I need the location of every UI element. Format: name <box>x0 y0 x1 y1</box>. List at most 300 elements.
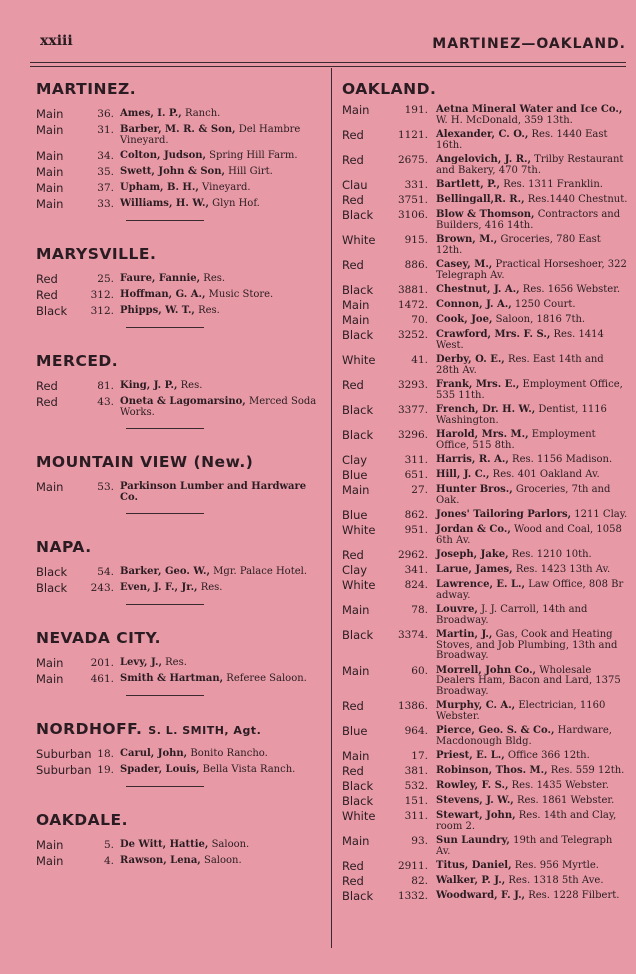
exchange-name: White <box>342 523 376 537</box>
exchange-name: Red <box>342 258 364 272</box>
header-rule-double <box>30 66 626 67</box>
exchange-name: Red <box>342 128 364 142</box>
listing-name: Morrell, John Co., <box>436 664 537 676</box>
listing-detail: Saloon. <box>208 839 250 850</box>
listing-name: Stewart, John, <box>436 810 516 821</box>
listing-entry <box>342 750 628 762</box>
exchange-name: Black <box>342 283 374 297</box>
exchange-name: Black <box>342 889 374 903</box>
listing-name: King, J. P., <box>120 380 178 391</box>
listing-text <box>120 748 326 760</box>
exchange-name: Main <box>36 149 64 163</box>
listing-text <box>436 524 628 546</box>
listing-name: Angelovich, J. R., <box>436 154 531 165</box>
phone-number: 824. <box>404 579 428 591</box>
listing-text <box>120 566 326 578</box>
listing-detail: Wholesale Dealers Ham, Bacon and Lard, 1375 Broadway. <box>436 664 621 697</box>
listing-detail: Res. 1156 Madison. <box>508 454 613 465</box>
exchange-name: Main <box>342 603 370 617</box>
town-section <box>36 811 326 867</box>
exchange-name: Red <box>36 379 58 393</box>
listing-name: French, Dr. H. W., <box>436 404 536 415</box>
town-name: MARTINEZ. <box>36 80 137 98</box>
exchange-name: Main <box>36 181 64 195</box>
listing-text <box>436 795 628 807</box>
listing-text <box>120 150 326 162</box>
listing-detail: Res. 1656 Webster. <box>519 284 621 295</box>
listing-detail: Mgr. Palace Hotel. <box>210 566 308 577</box>
listing-entry <box>36 150 326 162</box>
listing-detail: Hardware, Macdonough Bldg. <box>436 725 612 747</box>
listing-text <box>120 855 326 867</box>
exchange-name: Black <box>342 428 374 442</box>
phone-number: 27. <box>411 484 428 496</box>
exchange-name: Black <box>36 581 68 595</box>
listing-detail: Saloon. <box>200 855 242 866</box>
listing-detail: Wood and Coal, 1058 6th Av. <box>436 524 622 546</box>
listing-detail: Dentist, 1116 Washington. <box>436 404 607 426</box>
listing-name: Swett, John & Son, <box>120 166 225 177</box>
exchange-name: Main <box>36 672 64 686</box>
listing-text <box>436 564 628 576</box>
listing-detail: Res. <box>161 657 187 668</box>
listing-name: Crawford, Mrs. F. S., <box>436 329 551 340</box>
town-section <box>36 245 326 317</box>
listing-entry <box>36 380 326 392</box>
listing-detail: Law Office, 808 Br adway. <box>436 579 624 601</box>
listing-entry <box>36 273 326 285</box>
listing-name: Smith & Hartman, <box>120 673 224 684</box>
listing-name: Rawson, Lena, <box>120 855 201 866</box>
phone-number: 2911. <box>397 860 428 872</box>
listing-entry <box>36 657 326 669</box>
listing-detail: Res. 401 Oakland Av. <box>489 469 600 480</box>
town-section <box>36 720 326 776</box>
listing-text <box>436 194 628 206</box>
phone-number: 3751. <box>397 194 428 206</box>
listing-entry <box>342 860 628 872</box>
town-heading <box>36 245 326 263</box>
listing-name: Priest, E. L., <box>436 750 505 761</box>
listing-entry <box>342 484 628 506</box>
listing-entry <box>36 182 326 194</box>
phone-number: 3377. <box>397 404 428 416</box>
listing-name: Murphy, C. A., <box>436 700 516 711</box>
listing-entry <box>36 108 326 120</box>
exchange-name: Main <box>342 483 370 497</box>
exchange-name: Clay <box>342 563 368 577</box>
exchange-name: Red <box>342 859 364 873</box>
phone-number: 3106. <box>397 209 428 221</box>
listing-entry <box>342 835 628 857</box>
listing-detail: Trilby Restaurant and Bakery, 470 7th. <box>436 154 624 176</box>
listing-name: Woodward, F. J., <box>436 890 526 901</box>
listing-detail: Res. 1311 Franklin. <box>500 179 603 190</box>
phone-number: 78. <box>411 604 428 616</box>
listing-entry <box>342 234 628 256</box>
listing-entry <box>342 579 628 601</box>
listing-entry <box>342 875 628 887</box>
listing-name: Barker, Geo. W., <box>120 566 210 577</box>
listing-detail: Res. 1318 5th Ave. <box>505 875 604 886</box>
listing-entry <box>342 524 628 546</box>
listing-text <box>436 509 628 521</box>
phone-number: 151. <box>404 795 428 807</box>
listing-entry <box>342 810 628 832</box>
listing-detail: Hill Girt. <box>224 166 273 177</box>
listing-name: Jordan & Co., <box>436 524 511 535</box>
listing-name: Alexander, C. O., <box>436 129 529 140</box>
listing-entry <box>342 725 628 747</box>
listing-name: Jones' Tailoring Parlors, <box>436 509 572 520</box>
phone-number: 311. <box>404 810 428 822</box>
phone-number: 2962. <box>397 549 428 561</box>
town-section <box>36 538 326 594</box>
listing-text <box>436 104 628 126</box>
listing-name: Larue, James, <box>436 564 513 575</box>
listing-detail: Music Store. <box>205 289 274 300</box>
phone-number: 3293. <box>397 379 428 391</box>
listing-text <box>436 549 628 561</box>
phone-number: 331. <box>404 179 428 191</box>
section-separator <box>126 786 204 787</box>
listing-name: De Witt, Hattie, <box>120 839 209 850</box>
phone-number: 41. <box>411 354 428 366</box>
exchange-name: Blue <box>342 468 368 482</box>
listing-detail: 1211 Clay. <box>571 509 628 520</box>
listing-detail: Bella Vista Ranch. <box>199 764 296 775</box>
exchange-name: Main <box>36 838 64 852</box>
exchange-name: Red <box>342 764 364 778</box>
listing-entry <box>36 566 326 578</box>
listing-text <box>436 835 628 857</box>
listing-entry <box>36 198 326 210</box>
town-name: MERCED. <box>36 352 119 370</box>
listing-text <box>436 860 628 872</box>
exchange-name: Black <box>342 794 374 808</box>
listing-name: Hunter Bros., <box>436 484 513 495</box>
listing-text <box>436 329 628 351</box>
exchange-name: Black <box>36 565 68 579</box>
exchange-name: Suburban <box>36 747 92 761</box>
listing-text <box>436 890 628 902</box>
listing-name: Lawrence, E. L., <box>436 579 526 590</box>
listing-entry <box>342 795 628 807</box>
phone-number: 915. <box>404 234 428 246</box>
exchange-name: Main <box>36 165 64 179</box>
exchange-name: Black <box>342 779 374 793</box>
listing-name: Carul, John, <box>120 748 188 759</box>
phone-number: 886. <box>404 259 428 271</box>
phone-number: 82. <box>411 875 428 887</box>
listing-entry <box>342 129 628 151</box>
listing-name: Sun Laundry, <box>436 835 510 846</box>
phone-number: 1472. <box>397 299 428 311</box>
phone-number: 53. <box>97 481 114 493</box>
listing-entry <box>342 314 628 326</box>
phone-number: 33. <box>97 198 114 210</box>
listing-name: Pierce, Geo. S. & Co., <box>436 725 555 736</box>
listing-name: Colton, Judson, <box>120 150 206 161</box>
exchange-name: Main <box>36 107 64 121</box>
listing-detail: Res. 1435 Webster. <box>508 780 609 791</box>
listing-text <box>436 780 628 792</box>
listing-detail: Del Hambre Vineyard. <box>120 124 301 146</box>
listing-text <box>436 810 628 832</box>
exchange-name: Main <box>36 197 64 211</box>
header-rule <box>30 62 626 63</box>
listing-name: Spader, Louis, <box>120 764 200 775</box>
phone-number: 19. <box>97 764 114 776</box>
listing-name: Joseph, Jake, <box>436 549 509 560</box>
town-heading <box>36 352 326 370</box>
town-heading <box>36 811 326 829</box>
town-name: NEVADA CITY. <box>36 629 162 647</box>
right-column <box>342 80 628 905</box>
exchange-name: Main <box>36 123 64 137</box>
listing-text <box>436 154 628 176</box>
town-heading <box>36 629 326 647</box>
phone-number: 70. <box>411 314 428 326</box>
listing-name: Aetna Mineral Water and Ice Co., <box>436 104 623 115</box>
exchange-name: Red <box>342 193 364 207</box>
town-heading <box>36 720 326 738</box>
listing-detail: Spring Hill Farm. <box>206 150 298 161</box>
listing-entry <box>342 354 628 376</box>
phone-number: 312. <box>90 305 114 317</box>
listing-name: Martin, J., <box>436 629 493 640</box>
column-divider <box>331 68 332 948</box>
section-separator <box>126 513 204 514</box>
listing-text <box>436 209 628 231</box>
listing-entry <box>342 469 628 481</box>
listing-text <box>120 764 326 776</box>
listing-detail: Vineyard. <box>198 182 251 193</box>
phone-number: 1121. <box>397 129 428 141</box>
listing-text <box>120 481 326 503</box>
phone-number: 36. <box>97 108 114 120</box>
listing-name: Rowley, F. S., <box>436 780 509 791</box>
listing-text <box>436 454 628 466</box>
phone-number: 34. <box>97 150 114 162</box>
listing-detail: Res.1440 Chestnut. <box>524 194 628 205</box>
listing-entry <box>36 166 326 178</box>
listing-name: Louvre, <box>436 604 478 615</box>
listing-name: Harold, Mrs. M., <box>436 429 529 440</box>
exchange-name: White <box>342 353 376 367</box>
listing-detail: Res. 559 12th. <box>547 765 625 776</box>
listing-name: Even, J. F., Jr., <box>120 582 198 593</box>
listing-text <box>436 700 628 722</box>
listing-entry <box>342 454 628 466</box>
listing-text <box>120 673 326 685</box>
listing-text <box>436 750 628 762</box>
listing-detail: J. J. Carroll, 14th and Broadway. <box>436 604 588 626</box>
phone-number: 243. <box>90 582 114 594</box>
listing-text <box>120 582 326 594</box>
listing-detail: 19th and Telegraph Av. <box>436 835 613 857</box>
phone-number: 31. <box>97 124 114 136</box>
exchange-name: Clau <box>342 178 368 192</box>
listing-detail: Res. <box>200 273 226 284</box>
listing-entry <box>36 289 326 301</box>
town-name: OAKLAND. <box>342 80 437 98</box>
listing-name: Williams, H. W., <box>120 198 209 209</box>
exchange-name: White <box>342 809 376 823</box>
listing-text <box>436 875 628 887</box>
listing-text <box>436 314 628 326</box>
listing-name: Chestnut, J. A., <box>436 284 520 295</box>
phone-number: 3296. <box>397 429 428 441</box>
phone-number: 532. <box>404 780 428 792</box>
listing-detail: W. H. McDonald, 359 13th. <box>436 114 573 126</box>
phone-number: 54. <box>97 566 114 578</box>
listing-text <box>120 657 326 669</box>
phone-number: 93. <box>411 835 428 847</box>
listing-detail: Contractors and Builders, 416 14th. <box>436 209 621 231</box>
listing-text <box>120 273 326 285</box>
listing-entry <box>342 284 628 296</box>
listing-detail: Saloon, 1816 7th. <box>492 314 586 325</box>
listing-entry <box>342 665 628 698</box>
exchange-name: Blue <box>342 724 368 738</box>
exchange-name: Main <box>36 656 64 670</box>
listing-name: Barber, M. R. & Son, <box>120 124 236 135</box>
listing-detail: Glyn Hof. <box>208 198 260 209</box>
phone-number: 381. <box>404 765 428 777</box>
listing-name: Oneta & Lagomarsino, <box>120 396 246 407</box>
town-section <box>36 80 326 210</box>
exchange-name: Black <box>342 628 374 642</box>
listing-entry <box>342 700 628 722</box>
listing-detail: Res. 14th and Clay, room 2. <box>436 810 617 832</box>
listing-detail: Res. 1228 Filbert. <box>525 890 620 901</box>
phone-number: 3881. <box>397 284 428 296</box>
listing-entry <box>342 765 628 777</box>
listing-entry <box>342 564 628 576</box>
listing-name: Phipps, W. T., <box>120 305 195 316</box>
listing-name: Brown, M., <box>436 234 498 245</box>
listing-name: Parkinson Lumber and Hardware Co. <box>120 481 307 503</box>
listing-detail: Merced Soda Works. <box>120 396 317 418</box>
exchange-name: Black <box>342 403 374 417</box>
phone-number: 191. <box>404 104 428 116</box>
exchange-name: Red <box>36 288 58 302</box>
phone-number: 17. <box>411 750 428 762</box>
listing-text <box>120 198 326 210</box>
phone-number: 60. <box>411 664 428 677</box>
listing-name: Connon, J. A., <box>436 299 512 310</box>
listing-entry <box>36 481 326 503</box>
listing-entry <box>342 299 628 311</box>
listing-text <box>436 469 628 481</box>
section-separator <box>126 695 204 696</box>
listing-name: Ames, I. P., <box>120 108 182 119</box>
exchange-name: Clay <box>342 453 368 467</box>
listing-detail: Res. <box>177 380 203 391</box>
phone-number: 341. <box>404 564 428 576</box>
listing-entry <box>36 305 326 317</box>
listing-text <box>120 182 326 194</box>
phone-number: 43. <box>97 396 114 408</box>
listing-text <box>436 429 628 451</box>
listing-entry <box>36 124 326 146</box>
exchange-name: Main <box>342 834 370 848</box>
listing-text <box>436 765 628 777</box>
listing-detail: Electrician, 1160 Webster. <box>436 700 606 722</box>
listing-entry <box>342 154 628 176</box>
listing-name: Blow & Thomson, <box>436 209 535 220</box>
listing-text <box>120 124 326 146</box>
listing-name: Levy, J., <box>120 657 162 668</box>
listing-text <box>436 354 628 376</box>
exchange-name: Main <box>342 103 370 117</box>
listing-entry <box>342 179 628 191</box>
listing-entry <box>342 104 628 126</box>
listing-detail: Employment Office, 535 11th. <box>436 379 623 401</box>
listing-name: Robinson, Thos. M., <box>436 765 548 776</box>
listing-text <box>120 380 326 392</box>
listing-name: Casey, M., <box>436 259 493 270</box>
listing-text <box>436 234 628 256</box>
listing-text <box>436 725 628 747</box>
listing-detail: Bonito Rancho. <box>187 748 268 759</box>
listing-text <box>120 289 326 301</box>
town-section <box>36 629 326 685</box>
phone-number: 1332. <box>397 890 428 902</box>
listing-detail: Res. <box>194 305 220 316</box>
listing-name: Derby, O. E., <box>436 354 505 365</box>
phone-number: 1386. <box>397 700 428 712</box>
phone-number: 2675. <box>397 154 428 166</box>
town-name: NORDHOFF. <box>36 720 143 738</box>
section-separator <box>126 604 204 605</box>
listing-detail: Res. 956 Myrtle. <box>511 860 599 871</box>
listing-entry <box>342 329 628 351</box>
exchange-name: Main <box>342 749 370 763</box>
listing-text <box>436 284 628 296</box>
exchange-name: Red <box>342 874 364 888</box>
listing-entry <box>342 429 628 451</box>
listing-entry <box>342 209 628 231</box>
listing-name: Bartlett, P., <box>436 179 501 190</box>
listing-entry <box>342 780 628 792</box>
listing-entry <box>36 673 326 685</box>
town-heading <box>36 453 326 471</box>
listing-text <box>436 629 628 662</box>
listing-text <box>436 579 628 601</box>
phone-number: 651. <box>404 469 428 481</box>
town-name: OAKDALE. <box>36 811 128 829</box>
exchange-name: Red <box>342 548 364 562</box>
phone-number: 951. <box>404 524 428 536</box>
exchange-name: Main <box>342 313 370 327</box>
phone-number: 201. <box>90 657 114 669</box>
phone-number: 311. <box>404 454 428 466</box>
listing-detail: Practical Horseshoer, 322 Telegraph Av. <box>436 259 627 281</box>
listing-name: Frank, Mrs. E., <box>436 379 520 390</box>
listing-text <box>120 166 326 178</box>
listing-entry <box>342 509 628 521</box>
listing-detail: Office 366 12th. <box>504 750 590 761</box>
listing-detail: Res. 1423 13th Av. <box>512 564 611 575</box>
listing-entry <box>342 404 628 426</box>
exchange-name: White <box>342 233 376 247</box>
section-separator <box>126 327 204 328</box>
phone-number: 4. <box>103 855 114 867</box>
listing-name: Hoffman, G. A., <box>120 289 206 300</box>
listing-entry <box>36 839 326 851</box>
